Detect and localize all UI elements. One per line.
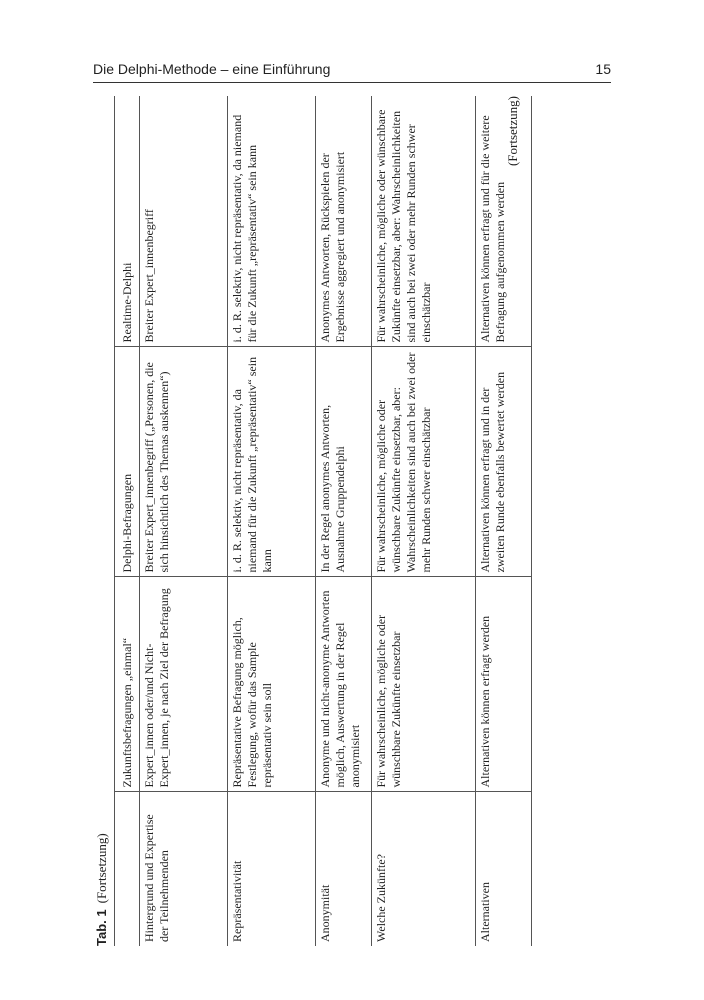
running-title: Die Delphi-Methode – eine Einführung bbox=[93, 61, 331, 77]
table-cell: Breiter Expert_innenbegriff („Personen, die sich hinsichtlich des Themas auskennen“) bbox=[140, 347, 228, 577]
row-label: Welche Zukünfte? bbox=[374, 854, 388, 942]
table-cell: Anonyme und nicht-anonyme Antworten möglich, Auswertung in der Regel anonymisiert bbox=[316, 577, 372, 792]
table-row bbox=[228, 96, 316, 946]
table-cell: Expert_innen oder/und Nicht-Expert_innen, je nach Ziel der Befragung bbox=[140, 577, 228, 792]
running-header bbox=[93, 58, 611, 83]
rotated-table-block bbox=[93, 92, 523, 946]
continued-note: (Fortsetzung) bbox=[505, 96, 520, 167]
table-header-row bbox=[115, 96, 140, 946]
table-cell: Alternativen können erfragt und für die weitere Befragung aufgenommen werden bbox=[476, 96, 532, 347]
table-cell: Alternativen können erfragt und in der zweiten Runde ebenfalls bewertet werden bbox=[476, 347, 532, 577]
table-cell: i. d. R. selektiv, nicht repräsentativ, da niemand für die Zukunft „repräsentativ“ sein kann bbox=[228, 347, 316, 577]
header-cell-delphi-befragungen: Delphi-Befragungen bbox=[115, 347, 140, 577]
table-caption-label: Tab. 1 bbox=[94, 909, 109, 946]
table-cell: Alternativen können erfragt werden bbox=[476, 577, 532, 792]
row-label: Hintergrund und Expertise der Teilnehmenden bbox=[142, 814, 171, 942]
row-label: Anonymität bbox=[318, 884, 332, 942]
table-cell: Für wahrscheinliche, mögliche oder wünschbare Zukünfte einsetzbar bbox=[372, 577, 476, 792]
table-cell: Für wahrscheinliche, mögliche oder wünschbare Zukünfte einsetzbar, aber: Wahrscheinlichkeiten sind auch bei zwei oder mehr Runden schwer einschätzbar bbox=[372, 347, 476, 577]
table-caption bbox=[93, 833, 111, 946]
table-cell: i. d. R. selektiv, nicht repräsentativ, da niemand für die Zukunft „repräsentativ“ sein kann bbox=[228, 96, 316, 347]
table-row bbox=[316, 96, 372, 946]
table-cell: Breiter Expert_innenbegriff bbox=[140, 96, 228, 347]
comparison-table bbox=[114, 96, 532, 946]
table-caption-text: (Fortsetzung) bbox=[94, 833, 109, 904]
table-row bbox=[372, 96, 476, 946]
page-number: 15 bbox=[595, 61, 611, 77]
header-cell-realtime-delphi: Realtime-Delphi bbox=[115, 96, 140, 347]
row-label: Repräsentativität bbox=[230, 860, 244, 942]
table-row bbox=[476, 96, 532, 946]
table-row bbox=[140, 96, 228, 946]
table-cell: Anonymes Antworten, Rückspielen der Ergebnisse aggregiert und anonymisiert bbox=[316, 96, 372, 347]
row-label: Alternativen bbox=[478, 882, 492, 942]
header-cell-zukunftsbefragungen: Zukunftsbefragungen „einmal“ bbox=[115, 577, 140, 792]
header-cell-empty bbox=[115, 792, 140, 946]
table-cell: Repräsentative Befragung möglich, Festlegung, wofür das Sample repräsentativ sein soll bbox=[228, 577, 316, 792]
table-cell: In der Regel anonymes Antworten, Ausnahme Gruppendelphi bbox=[316, 347, 372, 577]
table-cell: Für wahrscheinliche, mögliche oder wünschbare Zukünfte einsetzbar, aber: Wahrscheinlichkeiten sind auch bei zwei oder mehr Runden schwer einschätzbar bbox=[372, 96, 476, 347]
